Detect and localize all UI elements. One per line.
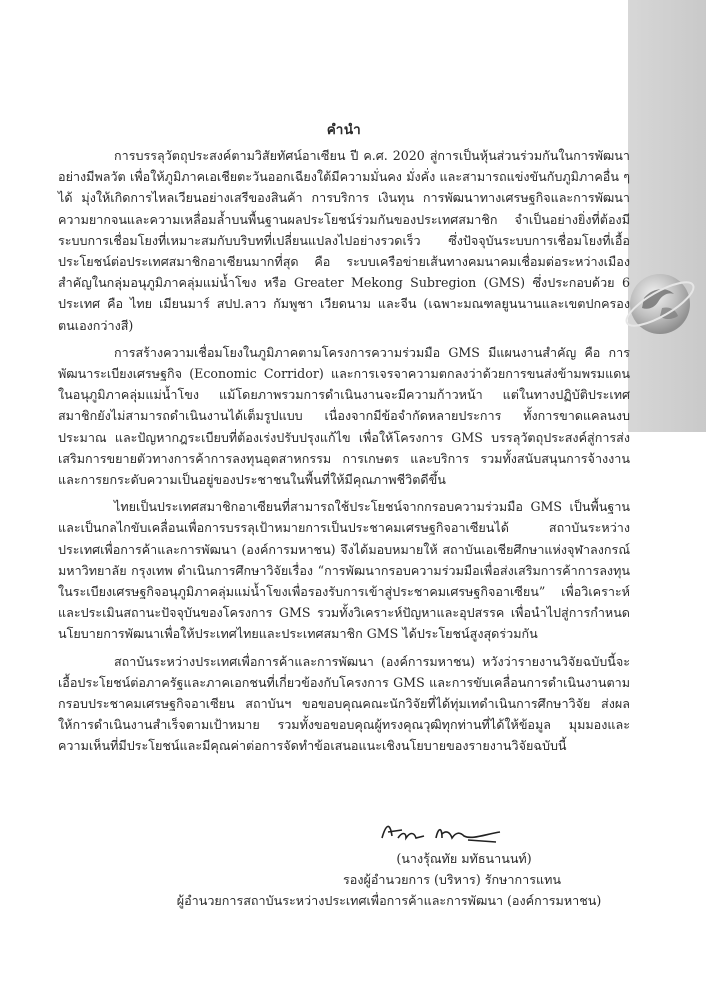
paragraph-2: การสร้างความเชื่อมโยงในภูมิภาคตามโครงการความร่วมมือ GMS มีแผนงานสำคัญ คือ การพัฒนาระเบียงเศรษฐกิจ (Economic Corridor) และการเจรจาความตกลงว่าด้วยการขนส่งข้ามพรมแดนในอนุภูมิภาคลุ่มแม่น้ำโขง แม้โดยภาพรวมการดำเนินงานจะมีความก้าวหน้า แต่ในทางปฏิบัติประเทศสมาชิกยังไม่สามารถดำเนินงานได้เต็มรูปแบบ เนื่องจากมีข้อจำกัดหลายประการ ทั้งการขาดแคลนงบประมาณ และปัญหากฎระเบียบที่ต้องเร่งปรับปรุงแก้ไข เพื่อให้โครงการ GMS บรรลุวัตถุประสงค์สู่การส่งเสริมการขยายตัวทางการค้าการลงทุนอุตสาหกรรม การเกษตร และบริการ รวมทั้งสนับสนุนการจ้างงาน และการยกระดับความเป็นอยู่ของประชาชนในพื้นที่ให้มีคุณภาพชีวิตดีขึ้น: [58, 344, 630, 488]
preface-content: [58, 118, 630, 763]
side-tab: [628, 0, 706, 432]
signatory-organization: ผู้อำนวยการสถาบันระหว่างประเทศเพื่อการค้าและการพัฒนา (องค์การมหาชน): [176, 893, 602, 908]
paragraph-4: สถาบันระหว่างประเทศเพื่อการค้าและการพัฒนา (องค์การมหาชน) หวังว่ารายงานวิจัยฉบับนี้จะเอื้อประโยชน์ต่อภาครัฐและภาคเอกชนที่เกี่ยวข้องกับโครงการ GMS และการขับเคลื่อนการดำเนินงานตามกรอบประชาคมเศรษฐกิจอาเซียน สถาบันฯ ขอขอบคุณคณะนักวิจัยที่ได้ทุ่มเทดำเนินการศึกษาวิจัย ส่งผลให้การดำเนินงานสำเร็จตามเป้าหมาย รวมทั้งขอขอบคุณผู้ทรงคุณวุฒิทุกท่านที่ได้ให้ข้อมูล มุมมองและความเห็นที่มีประโยชน์และมีคุณค่าต่อการจัดทำข้อเสนอแนะเชิงนโยบายของรายงานวิจัยฉบับนี้: [58, 653, 630, 754]
signature-block: [0, 848, 706, 911]
paragraph-3: ไทยเป็นประเทศสมาชิกอาเซียนที่สามารถใช้ประโยชน์จากกรอบความร่วมมือ GMS เป็นพื้นฐานและเป็นกลไกขับเคลื่อนเพื่อการบรรลุเป้าหมายการเป็นประชาคมเศรษฐกิจอาเซียนได้ สถาบันระหว่างประเทศเพื่อการค้าและการพัฒนา (องค์การมหาชน) จึงได้มอบหมายให้ สถาบันเอเชียศึกษาแห่งจุฬาลงกรณ์มหาวิทยาลัย กรุงเทพ ดำเนินการศึกษาวิจัยเรื่อง “การพัฒนากรอบความร่วมมือเพื่อส่งเสริมการค้าการลงทุนในระเบียงเศรษฐกิจอนุภูมิภาคลุ่มแม่น้ำโขงเพื่อรองรับการเข้าสู่ประชาคมเศรษฐกิจอาเซียน” เพื่อวิเคราะห์และประเมินสถานะปัจจุบันของโครงการ GMS รวมทั้งวิเคราะห์ปัญหาและอุปสรรค เพื่อนำไปสู่การกำหนดนโยบายการพัฒนาเพื่อให้ประเทศไทยและประเทศสมาชิก GMS ได้ประโยชน์สูงสุดร่วมกัน: [58, 499, 630, 642]
handwritten-signature: [376, 818, 526, 848]
signatory-name: (นางรุ้ณทัย มทัธนานนท์): [396, 851, 532, 866]
signatory-position: รองผู้อำนวยการ (บริหาร) รักษาการแทน: [343, 872, 561, 887]
globe-emblem-icon: [618, 262, 702, 346]
page-title: คำนำ: [326, 122, 362, 138]
paragraph-1: การบรรลุวัตถุประสงค์ตามวิสัยทัศน์อาเซียน ปี ค.ศ. 2020 สู่การเป็นหุ้นส่วนร่วมกันในการพัฒนาอย่างมีพลวัต เพื่อให้ภูมิภาคเอเชียตะวันออกเฉียงใต้มีความมั่นคง มั่งคั่ง และสามารถแข่งขันกับภูมิภาคอื่น ๆ ได้ มุ่งให้เกิดการไหลเวียนอย่างเสรีของสินค้า การบริการ เงินทุน การพัฒนาทางเศรษฐกิจและการพัฒนาความยากจนและความเหลื่อมล้ำบนพื้นฐานผลประโยชน์ร่วมกันของประเทศสมาชิก จำเป็นอย่างยิ่งที่ต้องมีระบบการเชื่อมโยงที่เหมาะสมกับบริบทที่เปลี่ยนแปลงไปอย่างรวดเร็ว ซึ่งปัจจุบันระบบการเชื่อมโยงที่เอื้อประโยชน์ต่อประเทศสมาชิกอาเซียนมากที่สุด คือ ระบบเครือข่ายเส้นทางคมนาคมเชื่อมต่อระหว่างเมืองสำคัญในกลุ่มอนุภูมิภาคลุ่มแม่น้ำโขง หรือ Greater Mekong Subregion (GMS) ซึ่งประกอบด้วย 6 ประเทศ คือ ไทย เมียนมาร์ สปป.ลาว กัมพูชา เวียดนาม และจีน (เฉพาะมณฑลยูนนานและเขตปกครองตนเองกว่างสี): [58, 148, 630, 333]
